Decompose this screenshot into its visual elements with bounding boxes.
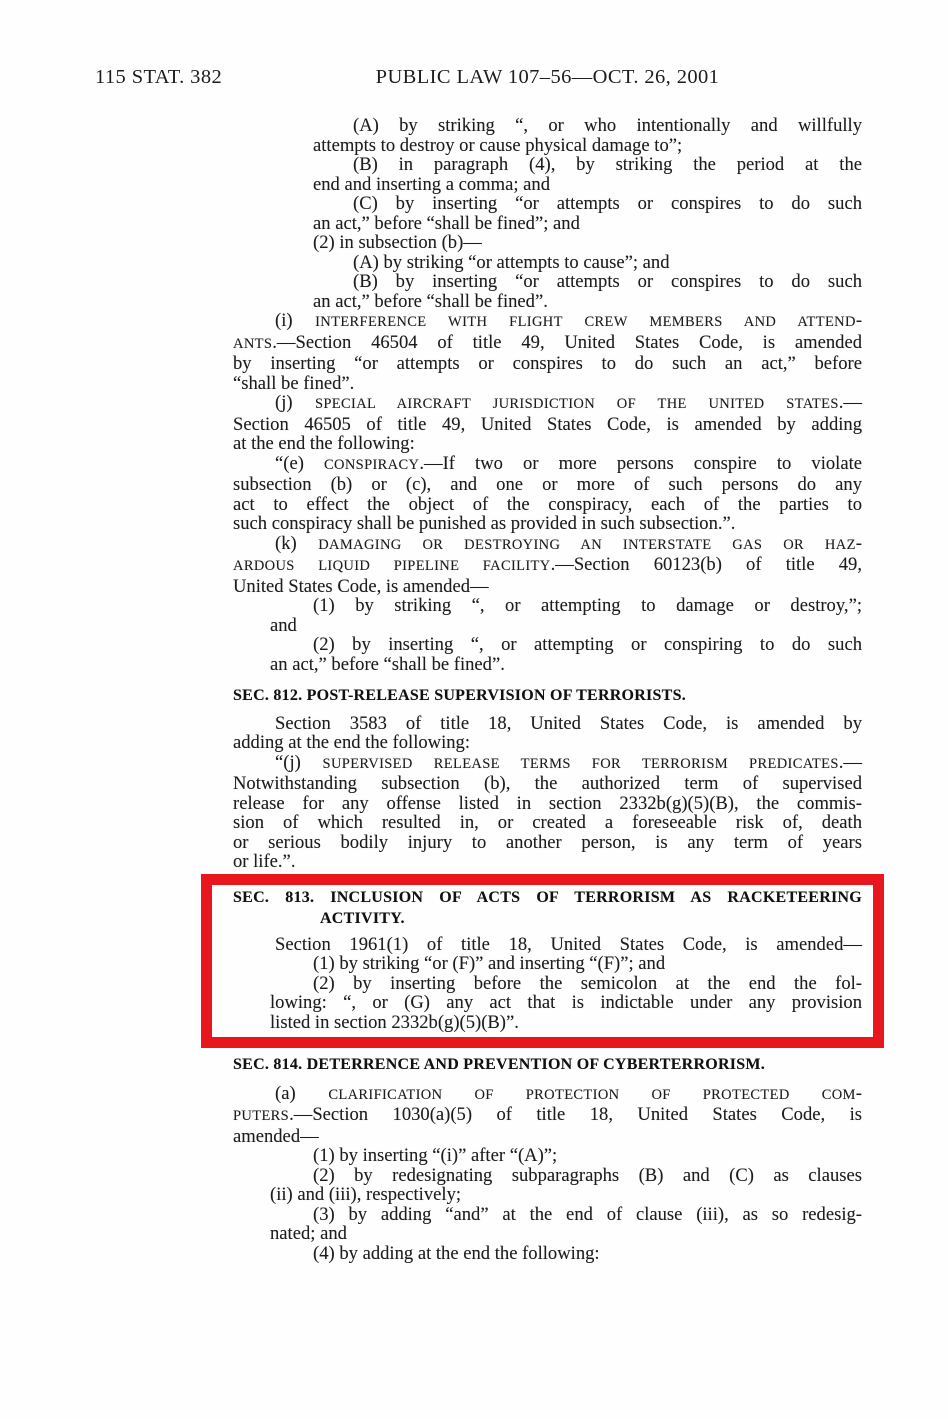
text-line: sion of which resulted in, or created a foreseeable risk of, death bbox=[233, 812, 862, 833]
text-line: act to effect the object of the conspiracy, each of the parties to bbox=[233, 493, 862, 515]
paragraph-block bbox=[233, 311, 862, 393]
text-line: SEC. 814. DETERRENCE AND PREVENTION OF CYBERTERRORISM. bbox=[233, 1056, 765, 1073]
text-line: (2) by inserting before the semicolon at the end the fol- bbox=[313, 972, 862, 994]
text-line: (ii) and (iii), respectively; bbox=[270, 1184, 462, 1205]
text-line: “(j) SUPERVISED RELEASE TERMS FOR TERRORISM PREDICATES.— bbox=[275, 751, 863, 773]
text-line: an act,” before “shall be fined”. bbox=[270, 653, 505, 675]
text-line: and bbox=[270, 614, 297, 636]
text-line: such conspiracy shall be punished as provided in such subsection.”. bbox=[233, 513, 736, 534]
text-line: attempts to destroy or cause physical damage to”; bbox=[313, 134, 683, 156]
text-line: PUTERS.—Section 1030(a)(5) of title 18, United States Code, is bbox=[233, 1104, 862, 1125]
text-line: (2) in subsection (b)— bbox=[313, 232, 482, 253]
text-line: by inserting “or attempts or conspires to do such an act,” before bbox=[233, 353, 862, 374]
text-line: (2) by redesignating subparagraphs (B) and (C) as clauses bbox=[313, 1164, 862, 1186]
text-line: (1) by striking “or (F)” and inserting “(F)”; and bbox=[313, 953, 666, 974]
highlight-box bbox=[201, 874, 884, 1049]
text-line: amended— bbox=[233, 1125, 319, 1147]
paragraph-block bbox=[233, 534, 862, 675]
text-line: (4) by adding at the end the following: bbox=[313, 1242, 600, 1264]
text-line: nated; and bbox=[270, 1223, 347, 1244]
text-line: or serious bodily injury to another person, is any term of years bbox=[233, 831, 862, 853]
text-line: Section 46505 of title 49, United States Code, is amended by adding bbox=[233, 413, 862, 435]
text-line: (B) by inserting “or attempts or conspires to do such bbox=[353, 271, 862, 292]
text-line: (j) SPECIAL AIRCRAFT JURISDICTION OF THE UNITED STATES.— bbox=[275, 392, 862, 413]
text-line: Section 1961(1) of title 18, United States Code, is amended— bbox=[275, 933, 862, 955]
paragraph-block bbox=[233, 116, 862, 311]
text-line: ARDOUS LIQUID PIPELINE FACILITY.—Section 60123(b) of title 49, bbox=[233, 554, 862, 575]
text-line: United States Code, is amended— bbox=[233, 575, 489, 597]
text-line: or life.”. bbox=[233, 851, 296, 872]
text-line: SEC. 813. INCLUSION OF ACTS OF TERRORISM AS RACKETEERING bbox=[233, 888, 862, 906]
section-heading bbox=[233, 1054, 862, 1076]
text-line: (A) by striking “or attempts to cause”; and bbox=[353, 251, 670, 273]
text-line: (1) by striking “, or attempting to damage or destroy,”; bbox=[313, 595, 862, 616]
text-line: Section 3583 of title 18, United States Code, is amended by bbox=[275, 712, 862, 734]
text-line: “shall be fined”. bbox=[233, 372, 355, 394]
text-line: (A) by striking “, or who intentionally and willfully bbox=[353, 115, 862, 136]
paragraph-block bbox=[233, 454, 862, 534]
text-line: Notwithstanding subsection (b), the authorized term of supervised bbox=[233, 773, 862, 794]
text-line: ANTS.—Section 46504 of title 49, United States Code, is amended bbox=[233, 331, 862, 353]
text-line: “(e) CONSPIRACY.—If two or more persons conspire to violate bbox=[275, 452, 862, 474]
text-line: an act,” before “shall be fined”. bbox=[313, 290, 548, 312]
document-body bbox=[233, 116, 862, 1263]
text-line: end and inserting a comma; and bbox=[313, 173, 550, 195]
text-line: (a) CLARIFICATION OF PROTECTION OF PROTECTED COM- bbox=[275, 1082, 862, 1104]
text-line: an act,” before “shall be fined”; and bbox=[313, 212, 580, 234]
text-line: (k) DAMAGING OR DESTROYING AN INTERSTATE GAS OR HAZ- bbox=[275, 532, 862, 554]
text-line: adding at the end the following: bbox=[233, 732, 471, 753]
text-line: ACTIVITY. bbox=[320, 910, 405, 927]
text-line: lowing: “, or (G) any act that is indictable under any provision bbox=[270, 992, 862, 1013]
paragraph-block bbox=[233, 935, 862, 1033]
text-line: (i) INTERFERENCE WITH FLIGHT CREW MEMBERS AND ATTEND- bbox=[275, 310, 863, 331]
page-header bbox=[0, 66, 948, 94]
section-heading bbox=[233, 685, 862, 707]
text-line: listed in section 2332b(g)(5)(B)”. bbox=[270, 1011, 519, 1033]
section-heading bbox=[233, 887, 862, 930]
text-line: (2) by inserting “, or attempting or conspiring to do such bbox=[313, 634, 862, 655]
text-line: subsection (b) or (c), and one or more of such persons do any bbox=[233, 474, 862, 495]
text-line: (3) by adding “and” at the end of clause (iii), as so redesig- bbox=[313, 1203, 862, 1225]
law-title: PUBLIC LAW 107–56—OCT. 26, 2001 bbox=[375, 66, 720, 88]
paragraph-block bbox=[233, 1084, 862, 1264]
paragraph-block bbox=[233, 714, 862, 872]
text-line: at the end the following: bbox=[233, 433, 415, 454]
text-line: SEC. 812. POST-RELEASE SUPERVISION OF TERRORISTS. bbox=[233, 687, 686, 704]
text-line: (1) by inserting “(i)” after “(A)”; bbox=[313, 1145, 558, 1166]
stat-page-number: 115 STAT. 382 bbox=[95, 66, 223, 88]
text-line: (B) in paragraph (4), by striking the period at the bbox=[353, 154, 862, 175]
text-line: release for any offense listed in section 2332b(g)(5)(B), the commis- bbox=[233, 792, 862, 814]
text-line: (C) by inserting “or attempts or conspires to do such bbox=[353, 193, 862, 214]
paragraph-block bbox=[233, 393, 862, 454]
